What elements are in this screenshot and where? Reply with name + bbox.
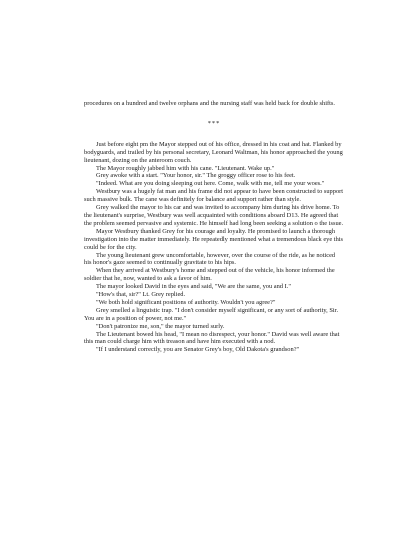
paragraph: Grey walked the mayor to his car and was invited to accompany him during his drive home. To the lieutenant's surprise, Westbury was well acquainted with conditions aboard D13. He agreed that the problem seemed pervasive and systemic. He himself had long been seeking a solution o the issue. bbox=[84, 204, 344, 227]
paragraph: "If I understand correctly, you are Senator Grey's boy, Old Dakota's grandson?" bbox=[96, 346, 300, 354]
text-block bbox=[84, 100, 344, 354]
paragraph: "We both hold significant positions of authority. Wouldn't you agree?" bbox=[96, 298, 276, 306]
paragraph: Just before eight pm the Mayor stepped out of his office, dressed in his coat and hat. Flanked by bodyguards, and trailed by his personal secretary, Leonard Waltman, his honor approached the young lieutenant, dozing on the anteroom couch. bbox=[84, 140, 343, 164]
paragraph: "Indeed. What are you doing sleeping out here. Come, walk with me, tell me your woes." bbox=[96, 180, 325, 188]
paragraph: Grey awoke with a start. "Your honor, sir." The groggy officer rose to his feet. bbox=[96, 172, 296, 180]
paragraph: Grey smelled a linguistic trap. "I don't consider myself significant, or any sort of authority, Sir. You are in a position of power, not me." bbox=[84, 306, 339, 322]
paragraph: "Don't patronize me, son," the mayor turned surly. bbox=[96, 322, 225, 330]
paragraph: Mayor Westbury thanked Grey for his courage and loyalty. He promised to launch a thorough investigation into the matter immediately. He repeatedly mentioned what a tremendous black eye this could be for the city. bbox=[84, 227, 344, 251]
paragraph: The Lieutenant bowed his head, "I mean no disrespect, your honor." David was well aware that this man could charge him with treason and have him executed with a nod. bbox=[84, 330, 340, 346]
paragraph: The mayor looked David in the eyes and said, "We are the same, you and I." bbox=[96, 283, 291, 291]
lead-paragraph: procedures on a hundred and twelve orphans and the nursing staff was held back for double shifts. bbox=[84, 100, 336, 107]
paragraph: When they arrived at Westbury's home and stepped out of the vehicle, his honor informed the soldier that he, now, wanted to ask a favor of him. bbox=[84, 267, 335, 283]
paragraph: The young lieutenant grew uncomfortable, however, over the course of the ride, as he noticed his honor's gaze seemed to continually gravitate to his hips. bbox=[84, 251, 336, 267]
section-separator: *** bbox=[207, 119, 221, 127]
paragraph: Westbury was a hugely fat man and his frame did not appear to have been constructed to support such massive bulk. The cane was definitely for balance and support rather than style. bbox=[84, 188, 344, 204]
paragraph: The Mayor roughly jabbed him with his cane. "Lieutenant. Wake up." bbox=[96, 164, 275, 172]
paragraph: "How's that, sir?" Lt. Grey replied. bbox=[96, 291, 186, 299]
